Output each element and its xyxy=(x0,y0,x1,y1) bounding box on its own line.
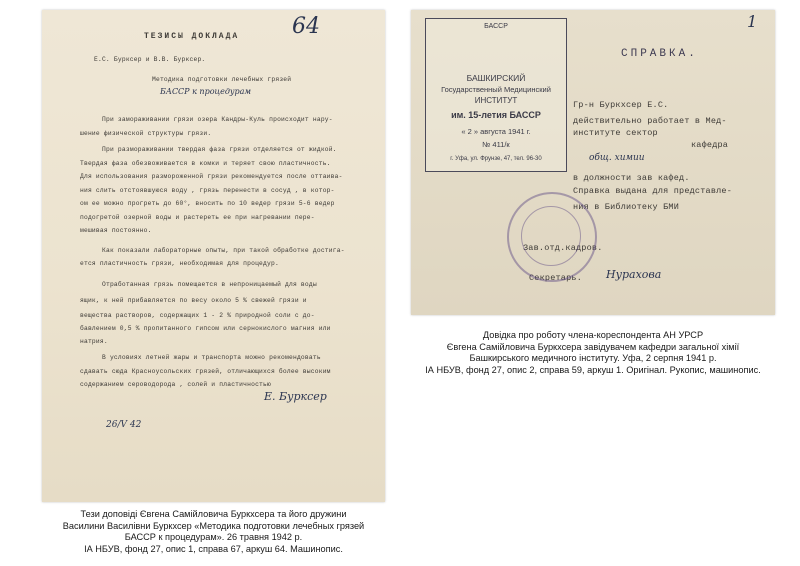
caption-line: Василини Василівни Буркхсер «Методика подготовки лечебных грязей xyxy=(62,520,365,531)
date-handwritten: 26/V 42 xyxy=(106,420,142,430)
body-line: бавлением 0,5 % пропитанного гипсом или сернокислого магния или xyxy=(80,325,331,332)
body-line: шение физической структуры грязи. xyxy=(80,130,212,137)
body-line: действительно работает в Мед- xyxy=(573,116,727,126)
caption-line: Євгена Самійловича Буркхсера завідувачем кафедри загальної хімії xyxy=(446,341,740,352)
stamp-line: « 2 » августа 1941 г. xyxy=(461,127,531,136)
stamp-line: Государственный Медицинский xyxy=(441,85,551,94)
document-subtitle: Методика подготовки лечебных грязей xyxy=(152,76,292,83)
body-line: Секретарь. xyxy=(529,273,583,283)
body-line: ется пластичность грязи, необходимая для процедур. xyxy=(80,260,279,267)
page-number-handwritten: 1 xyxy=(747,12,758,31)
body-line: подогретой озерной воды и растереть ее при нагревании пере- xyxy=(80,214,315,221)
stamp-line: № 411/к xyxy=(482,140,510,149)
round-seal-inner xyxy=(521,206,581,266)
institute-stamp xyxy=(425,18,567,172)
caption-line: Башкирського медичного інституту. Уфа, 2 серпня 1941 р. xyxy=(469,353,717,364)
body-line: При замораживании грязи озера Кандры-Куль происходит нару- xyxy=(102,116,333,123)
body-line: ния в Библиотеку БМИ xyxy=(573,202,680,212)
body-line: Справка выдана для представле- xyxy=(573,186,733,196)
caption-line: Тези доповіді Євгена Самійловича Буркхсера та його дружини xyxy=(80,509,347,519)
caption-line: Довідка про роботу члена-кореспондента АН УРСР xyxy=(482,330,704,340)
certificate-heading: СПРАВКА. xyxy=(621,48,698,60)
body-line: ния слить отстоявшуюся воду , грязь перенести в сосуд , в котор- xyxy=(80,187,335,194)
body-line: кафедра xyxy=(691,140,729,150)
body-line-handwritten: общ. химии xyxy=(589,153,645,163)
document-title: ТЕЗИСЫ ДОКЛАДА xyxy=(144,32,240,41)
body-line: ом ее можно прогреть до 60°, вносить по 10 ведер грязи 5-6 ведер xyxy=(80,200,335,207)
body-line: В условиях летней жары и транспорта можно рекомендовать xyxy=(102,354,321,361)
stamp-line: им. 15-летия БАССР xyxy=(451,110,541,120)
body-line: Гр-н Буркхсер Е.С. xyxy=(573,100,669,110)
body-line: содержанием сероводорода , солей и пластичностью xyxy=(80,381,271,388)
body-line: Для использования размороженной грязи рекомендуется после оттаива- xyxy=(80,173,343,180)
thesis-document-photo xyxy=(42,10,385,502)
stamp-line: БАССР xyxy=(484,23,508,30)
subtitle-handwritten: БАССР к процедурам xyxy=(160,87,252,96)
caption-line: ІА НБУВ, фонд 27, опис 2, справа 59, аркуш 1. Оригінал. Рукопис, машинопис. xyxy=(425,364,761,375)
body-line: натрия. xyxy=(80,338,108,345)
document-authors: Е.С. Бурксер и В.В. Бурксер. xyxy=(94,56,206,63)
right-caption xyxy=(396,330,790,376)
body-line: мешивая постоянно. xyxy=(80,227,152,234)
stamp-line: г. Уфа, ул. Фрунзе, 47, тел. 96-30 xyxy=(450,156,542,162)
signature: Е. Бурксер xyxy=(264,390,327,403)
certificate-document-photo xyxy=(411,10,775,315)
body-line: При размораживании твердая фаза грязи отделяется от жидкой. xyxy=(102,146,337,153)
caption-line: ІА НБУВ, фонд 27, опис 1, справа 67, аркуш 64. Машинопис. xyxy=(84,543,343,554)
body-line: сдавать сюда Красноусольских грязей, отличающихся более высоким xyxy=(80,368,331,375)
body-line: Зав.отд.кадров. xyxy=(523,243,603,253)
stamp-line: ИНСТИТУТ xyxy=(474,96,518,105)
left-caption xyxy=(20,509,407,555)
body-line: в должности зав кафед. xyxy=(573,173,690,183)
body-line: ящик, к ней прибавляется по весу около 5 % свежей грязи и xyxy=(80,297,307,304)
body-line: Твердая фаза обезвоживается в комки и теряет свою пластичность. xyxy=(80,160,331,167)
body-line: вещества растворов, содержащих 1 - 2 % природной соли с до- xyxy=(80,312,315,319)
stamp-line: БАШКИРСКИЙ xyxy=(466,73,526,83)
body-line: Как показали лабораторные опыты, при такой обработке достига- xyxy=(102,247,345,254)
body-line: Отработанная грязь помещается в непроницаемый для воды xyxy=(102,281,317,288)
body-line: институте сектор xyxy=(573,128,658,138)
caption-line: БАССР к процедурам». 26 травня 1942 р. xyxy=(124,532,303,543)
page-number-handwritten: 64 xyxy=(292,14,320,39)
secretary-signature: Нурахова xyxy=(606,268,662,281)
